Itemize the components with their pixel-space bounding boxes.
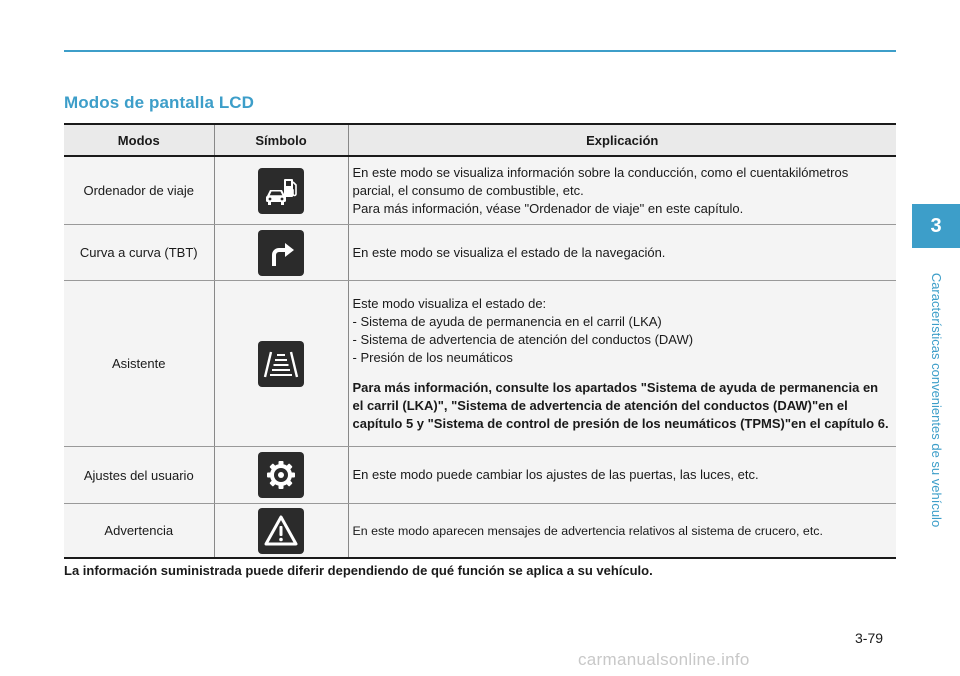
symbol-cell xyxy=(214,281,348,447)
explanation-line: - Sistema de ayuda de permanencia en el carril (LKA) xyxy=(352,313,662,329)
trip-computer-icon xyxy=(258,168,304,214)
chapter-label: Características convenientes de su vehículo xyxy=(929,272,944,528)
footnote: La información suministrada puede diferir dependiendo de qué función se aplica a su vehículo. xyxy=(64,563,653,578)
symbol-cell xyxy=(214,225,348,281)
table-header-row xyxy=(64,124,896,156)
warning-triangle-icon xyxy=(258,508,304,554)
table-row xyxy=(64,447,896,504)
chapter-number-tab: 3 xyxy=(912,204,960,248)
explanation-cell xyxy=(348,281,896,447)
explanation-line: - Presión de los neumáticos xyxy=(352,349,513,365)
explanation-line: Para más información, véase "Ordenador de viaje" en este capítulo. xyxy=(352,200,744,216)
watermark: carmanualsonline.info xyxy=(578,650,750,669)
explanation-line: Este modo visualiza el estado de: xyxy=(352,295,547,311)
lane-assist-icon xyxy=(258,341,304,387)
mode-name: Ajustes del usuario xyxy=(64,447,214,504)
lcd-modes-table xyxy=(64,123,896,559)
header-symbol: Símbolo xyxy=(214,124,348,156)
explanation-cell xyxy=(348,504,896,559)
mode-name: Ordenador de viaje xyxy=(64,156,214,225)
explanation-line: En este modo se visualiza el estado de la navegación. xyxy=(352,244,666,260)
explanation-cell xyxy=(348,225,896,281)
symbol-cell xyxy=(214,504,348,559)
explanation-reference: Para más información, consulte los apartados "Sistema de ayuda de permanencia en el carril (LKA)", "Sistema de advertencia de atención del conductos (DAW)"en el capítulo 5 y "Sistema de control de presión de los neumáticos (TPMS)"en el capítulo 6. xyxy=(352,379,889,431)
section-title: Modos de pantalla LCD xyxy=(64,93,255,112)
explanation-line: - Sistema de advertencia de atención del conductos (DAW) xyxy=(352,331,694,347)
explanation-line: En este modo se visualiza información sobre la conducción, como el cuentakilómetros parcial, el consumo de combustible, etc. xyxy=(352,164,849,198)
header-modes: Modos xyxy=(64,124,214,156)
explanation-cell xyxy=(348,156,896,225)
explanation-cell xyxy=(348,447,896,504)
symbol-cell xyxy=(214,447,348,504)
top-rule xyxy=(64,50,896,52)
mode-name: Advertencia xyxy=(64,504,214,559)
table-row xyxy=(64,225,896,281)
mode-name: Asistente xyxy=(64,281,214,447)
symbol-cell xyxy=(214,156,348,225)
mode-name: Curva a curva (TBT) xyxy=(64,225,214,281)
gear-icon xyxy=(258,452,304,498)
explanation-line: En este modo puede cambiar los ajustes de las puertas, las luces, etc. xyxy=(352,467,759,482)
page-number: 3-79 xyxy=(855,630,884,646)
table-row xyxy=(64,156,896,225)
table-row xyxy=(64,281,896,447)
table-row xyxy=(64,504,896,559)
explanation-line: En este modo aparecen mensajes de advertencia relativos al sistema de crucero, etc. xyxy=(352,523,823,538)
turn-by-turn-arrow-icon xyxy=(258,230,304,276)
header-explanation: Explicación xyxy=(348,124,896,156)
